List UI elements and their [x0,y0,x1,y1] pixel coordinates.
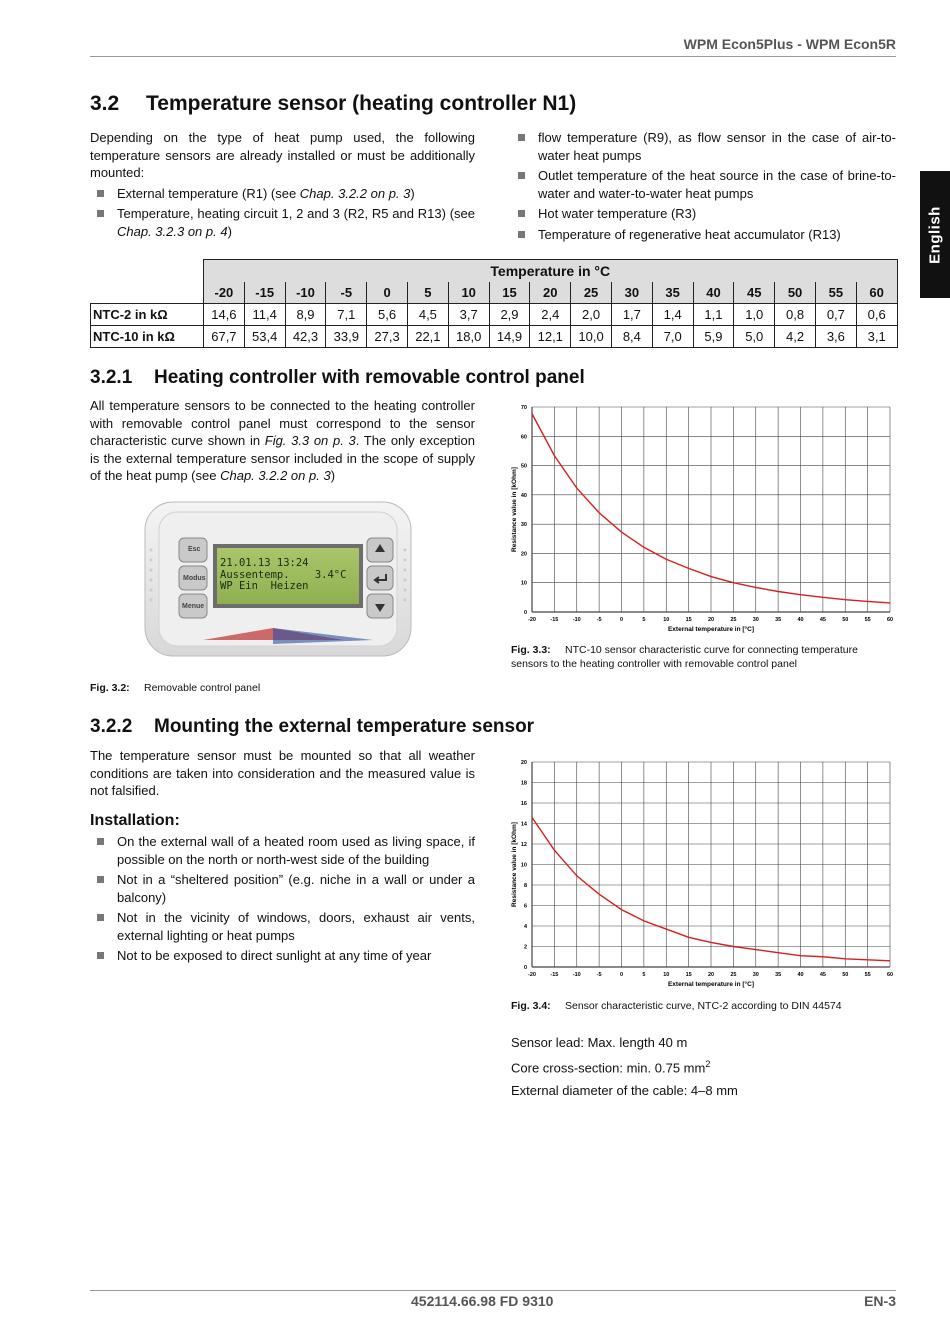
subsection-number: 3.2.1 [90,367,133,388]
x-tick-label: 50 [842,617,849,623]
temperature-header: -5 [326,282,367,304]
x-tick-label: 0 [619,617,624,623]
x-tick-label: -15 [550,617,559,623]
resistance-cell: 5,6 [367,304,408,326]
table-caption: Temperature in °C [204,260,898,282]
x-tick-label: 35 [775,617,782,623]
lcd-display: 21.01.13 13:24 Aussentemp. 3.4°C WP Ein Heizen [220,557,347,592]
chapter-link[interactable]: Chap. 3.2.2 on p. 3 [299,185,411,201]
resistance-cell: 67,7 [204,326,245,348]
y-tick-label: 0 [523,965,527,971]
y-tick-label: 50 [520,463,527,470]
resistance-cell: 5,0 [734,326,775,348]
resistance-cell: 33,9 [326,326,367,348]
x-tick-label: 55 [864,617,871,623]
temperature-header: 45 [734,282,775,304]
x-tick-label: 5 [642,617,646,623]
list-item: Not to be exposed to direct sunlight at any time of year [90,947,475,965]
resistance-cell: 14,9 [489,326,530,348]
y-tick-label: 0 [523,610,527,616]
y-axis-label: Resistance value in [kOhm] [511,822,518,907]
y-tick-label: 14 [520,821,527,828]
temperature-header: -15 [244,282,285,304]
x-tick-label: 55 [864,972,871,978]
resistance-cell: 2,4 [530,304,571,326]
resistance-cell: 11,4 [244,304,285,326]
x-tick-label: 15 [685,972,692,978]
subsection-title: 3.2.2 Mounting the external temperature sensor [90,716,535,737]
y-tick-label: 10 [520,580,527,587]
sub2-paragraph: The temperature sensor must be mounted so that all weather conditions are taken into consideration and the measured value is not falsified. [90,748,475,798]
resistance-cell: 1,4 [652,304,693,326]
y-tick-label: 8 [523,883,527,889]
y-tick-label: 18 [520,780,527,787]
temperature-header: 40 [693,282,734,304]
y-tick-label: 30 [520,522,527,529]
resistance-cell: 18,0 [448,326,489,348]
x-tick-label: 15 [685,617,692,623]
y-tick-label: 20 [520,760,527,766]
y-tick-label: 4 [523,924,527,930]
resistance-cell: 22,1 [407,326,448,348]
resistance-cell: 3,6 [815,326,856,348]
intro-column [90,129,475,243]
resistance-cell: 14,6 [204,304,245,326]
x-tick-label: -5 [596,617,602,623]
resistance-cell: 1,0 [734,304,775,326]
temperature-header: -10 [285,282,326,304]
temperature-header: 20 [530,282,571,304]
esc-button: Esc [188,546,201,553]
temperature-header: 0 [367,282,408,304]
x-tick-label: 50 [842,972,849,978]
list-item: Temperature of regenerative heat accumulator (R13) [511,226,896,244]
x-tick-label: 60 [886,617,894,623]
list-item: Hot water temperature (R3) [511,205,896,223]
chapter-link[interactable]: Chap. 3.2.2 on p. 3 [220,468,331,483]
resistance-cell: 7,0 [652,326,693,348]
list-item: Not in a “sheltered position” (e.g. niche in a wall or under a balcony) [90,871,475,906]
resistance-cell: 27,3 [367,326,408,348]
temperature-header: 50 [775,282,816,304]
x-tick-label: 45 [819,972,826,978]
x-tick-label: -20 [528,972,536,978]
resistance-cell: 7,1 [326,304,367,326]
installation-list [90,833,475,968]
y-tick-label: 12 [520,842,527,848]
x-tick-label: 10 [663,972,670,978]
x-tick-label: -15 [550,972,559,978]
sub1-paragraph: All temperature sensors to be connected to the heating controller with removable control panel must correspond to the sensor characteristic curve shown in Fig. 3.3 on p. 3. The only exception is the external temperature sensor included in the scope of supply of the heat pump (see Chap. 3.2.2 on p. 3) [90,398,475,483]
figure-caption-3-4: Fig. 3.4: Sensor characteristic curve, NTC-2 according to DIN 44574 [511,1000,842,1012]
x-tick-label: 30 [752,617,759,623]
x-tick-label: 0 [619,972,624,978]
list-item: flow temperature (R9), as flow sensor in the case of air-to-water heat pumps [511,129,896,164]
language-tab [920,171,950,298]
x-tick-label: 45 [819,617,826,623]
subsection-number: 3.2.2 [90,716,133,737]
y-tick-label: 16 [520,801,527,807]
section-title-text: Temperature sensor (heating controller N1) [146,92,577,115]
x-tick-label: 20 [707,617,715,623]
resistance-cell: 5,9 [693,326,734,348]
page-number: EN-3 [864,1293,896,1309]
footer-divider [90,1290,896,1291]
x-tick-label: -20 [528,617,536,623]
x-tick-label: 10 [663,617,670,623]
installation-heading: Installation: [90,812,180,829]
resistance-cell: 12,1 [530,326,571,348]
x-tick-label: 5 [642,972,646,978]
document-number: 452114.66.98 FD 9310 [411,1293,554,1309]
ntc2-chart-svg [505,756,900,991]
x-tick-label: 60 [886,972,894,978]
resistance-cell: 0,7 [815,304,856,326]
x-tick-label: 30 [752,972,759,978]
figure-caption-3-3: Fig. 3.3: NTC-10 sensor characteristic curve for connecting temperature sensors to the heating controller with removable control panel [511,644,858,670]
header-divider [90,56,896,57]
resistance-cell: 1,1 [693,304,734,326]
temperature-header: -20 [204,282,245,304]
y-tick-label: 10 [520,862,527,869]
resistance-cell: 4,2 [775,326,816,348]
y-tick-label: 40 [520,492,527,499]
resistance-cell: 3,7 [448,304,489,326]
x-tick-label: -5 [596,972,602,978]
resistance-cell: 42,3 [285,326,326,348]
temperature-header: 35 [652,282,693,304]
x-tick-label: 25 [730,972,737,978]
modus-button: Modus [183,575,206,582]
temperature-header: 60 [856,282,897,304]
row-label: NTC-10 in kΩ [91,326,204,348]
list-item: External temperature (R1) (see Chap. 3.2.2 on p. 3) [90,185,475,203]
temperature-header: 10 [448,282,489,304]
figure-link[interactable]: Fig. 3.3 on p. 3 [264,433,356,448]
x-tick-label: 20 [707,972,715,978]
list-item: Not in the vicinity of windows, doors, exhaust air vents, external lighting or heat pumps [90,909,475,944]
right-sensor-list [511,129,896,243]
left-sensor-list [90,185,475,241]
cable-diameter: External diameter of the cable: 4–8 mm [511,1083,738,1098]
x-axis-label: External temperature in [°C] [667,981,755,988]
resistance-cell: 2,0 [571,304,612,326]
resistance-cell: 0,6 [856,304,897,326]
y-axis-label: Resistance value in [kOhm] [511,467,518,552]
menue-button: Menue [182,603,205,610]
x-tick-label: 40 [797,617,804,623]
resistance-cell: 4,5 [407,304,448,326]
temperature-header: 5 [407,282,448,304]
list-item: Outlet temperature of the heat source in the case of brine-to-water and water-to-water heat pumps [511,167,896,202]
list-item: Temperature, heating circuit 1, 2 and 3 (R2, R5 and R13) (see Chap. 3.2.3 on p. 4) [90,205,475,240]
y-tick-label: 20 [520,551,527,558]
resistance-cell: 10,0 [571,326,612,348]
x-tick-label: -10 [572,617,581,623]
ntc10-chart [505,401,900,641]
intro-paragraph: Depending on the type of heat pump used, the following temperature sensors are already installed or must be additionally mounted: [90,130,475,180]
ntc2-chart [505,756,900,996]
x-axis-label: External temperature in [°C] [667,626,755,633]
resistance-cell: 0,8 [775,304,816,326]
resistance-cell: 53,4 [244,326,285,348]
ntc10-chart-svg [505,401,900,636]
x-tick-label: 35 [775,972,782,978]
sensor-lead: Sensor lead: Max. length 40 m [511,1035,688,1050]
x-tick-label: -10 [572,972,581,978]
sensor-column [511,129,896,246]
resistance-cell: 3,1 [856,326,897,348]
resistance-cell: 2,9 [489,304,530,326]
y-tick-label: 6 [523,903,527,910]
y-tick-label: 60 [520,434,527,441]
row-label: NTC-2 in kΩ [91,304,204,326]
subsection-title: 3.2.1 Heating controller with removable control panel [90,367,585,388]
figure-caption-3-2: Fig. 3.2: Removable control panel [90,682,261,694]
temperature-header: 25 [571,282,612,304]
section-title [90,92,576,116]
resistance-cell: 1,7 [611,304,652,326]
document-header-title: WPM Econ5Plus - WPM Econ5R [683,36,896,52]
language-tab-label: English [926,205,944,264]
y-tick-label: 2 [523,944,527,951]
temperature-header: 15 [489,282,530,304]
chapter-link[interactable]: Chap. 3.2.3 on p. 4 [117,223,228,239]
x-tick-label: 40 [797,972,804,978]
temperature-header: 55 [815,282,856,304]
list-item: On the external wall of a heated room used as living space, if possible on the north or north-west side of the building [90,833,475,868]
section-number: 3.2 [90,92,120,115]
x-tick-label: 25 [730,617,737,623]
core-cross-section: Core cross-section: min. 0.75 $mm^2$ [511,1059,711,1076]
y-tick-label: 70 [520,405,527,411]
temperature-header: 30 [611,282,652,304]
resistance-cell: 8,9 [285,304,326,326]
resistance-table [90,259,898,348]
resistance-cell: 8,4 [611,326,652,348]
control-panel-image [143,500,413,658]
